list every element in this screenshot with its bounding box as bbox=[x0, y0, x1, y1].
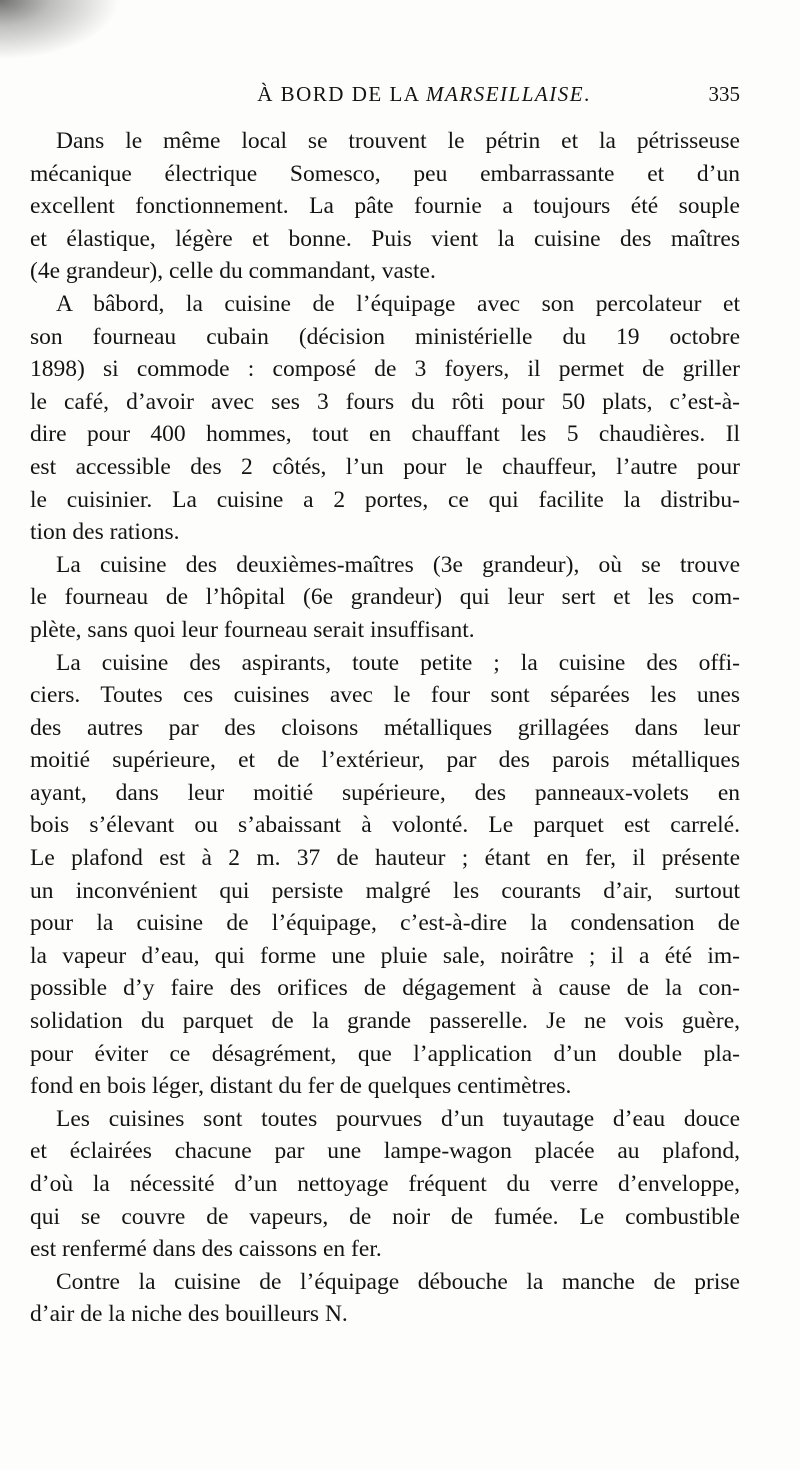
text-line: la vapeur d’eau, qui forme une pluie sale, noirâtre ; il a été im- bbox=[30, 942, 740, 969]
text-line: le café, d’avoir avec ses 3 fours du rôti pour 50 plats, c’est-à- bbox=[30, 388, 740, 415]
text-line: d’où la nécessité d’un nettoyage fréquent du verre d’enveloppe, bbox=[30, 1171, 740, 1197]
text-line: pour éviter ce désagrément, que l’application d’un double pla- bbox=[30, 1040, 740, 1067]
running-title bbox=[108, 82, 740, 107]
text-line: le fourneau de l’hôpital (6e grandeur) qui leur sert et les com- bbox=[30, 584, 740, 611]
text-line: tion des rations. bbox=[30, 519, 180, 546]
text-line: pour la cuisine de l’équipage, c’est-à-dire la condensation de bbox=[30, 910, 740, 937]
body-text bbox=[30, 125, 740, 1331]
text-line: fond en bois léger, distant du fer de quelques centimètres. bbox=[30, 1073, 572, 1100]
ship-name: MARSEILLAISE bbox=[426, 82, 585, 106]
scan-shadow bbox=[0, 0, 120, 60]
text-line: son fourneau cubain (décision ministérielle du 19 octobre bbox=[30, 323, 740, 350]
page-number: 335 bbox=[708, 82, 740, 106]
page-header bbox=[108, 82, 740, 116]
text-line: bois s’élevant ou s’abaissant à volonté. Le parquet est carrelé. bbox=[30, 812, 740, 839]
text-line: solidation du parquet de la grande passerelle. Je ne vois guère, bbox=[30, 1008, 740, 1035]
text-line: d’air de la niche des bouilleurs N. bbox=[30, 1301, 348, 1328]
text-line: le cuisinier. La cuisine a 2 portes, ce qui facilite la distribu- bbox=[30, 486, 740, 513]
text-line: possible d’y faire des orifices de dégagement à cause de la con- bbox=[30, 975, 740, 1002]
text-line: A bâbord, la cuisine de l’équipage avec son percolateur et bbox=[56, 290, 740, 317]
running-title-suffix: . bbox=[584, 82, 591, 106]
text-line: des autres par des cloisons métalliques grillagées dans leur bbox=[30, 714, 740, 741]
text-line: ayant, dans leur moitié supérieure, des panneaux-volets en bbox=[30, 779, 740, 806]
text-line: un inconvénient qui persiste malgré les courants d’air, surtout bbox=[30, 877, 740, 904]
text-line: 1898) si commode : composé de 3 foyers, il permet de griller bbox=[30, 356, 740, 383]
text-line: (4e grandeur), celle du commandant, vaste. bbox=[30, 258, 436, 285]
text-line: ciers. Toutes ces cuisines avec le four sont séparées les unes bbox=[30, 682, 740, 709]
text-line: Contre la cuisine de l’équipage débouche la manche de prise bbox=[56, 1268, 740, 1295]
running-title-prefix: À BORD DE LA bbox=[257, 82, 427, 106]
text-line: Le plafond est à 2 m. 37 de hauteur ; étant en fer, il présente bbox=[30, 845, 740, 872]
text-line: est accessible des 2 côtés, l’un pour le chauffeur, l’autre pour bbox=[30, 453, 740, 480]
text-line: et éclairées chacune par une lampe-wagon placée au plafond, bbox=[30, 1138, 740, 1165]
text-line: La cuisine des deuxièmes-maîtres (3e grandeur), où se trouve bbox=[56, 551, 740, 578]
text-line: plète, sans quoi leur fourneau serait insuffisant. bbox=[30, 616, 475, 643]
text-line: qui se couvre de vapeurs, de noir de fumée. Le combustible bbox=[30, 1203, 740, 1230]
text-line: et élastique, légère et bonne. Puis vient la cuisine des maîtres bbox=[30, 225, 740, 252]
text-line: excellent fonctionnement. La pâte fournie a toujours été souple bbox=[30, 193, 740, 220]
text-line: Les cuisines sont toutes pourvues d’un tuyautage d’eau douce bbox=[56, 1105, 740, 1132]
text-line: Dans le même local se trouvent le pétrin et la pétrisseuse bbox=[56, 128, 740, 154]
text-line: mécanique électrique Somesco, peu embarrassante et d’un bbox=[30, 160, 740, 187]
text-line: La cuisine des aspirants, toute petite ; la cuisine des offi- bbox=[56, 649, 740, 676]
text-line: moitié supérieure, et de l’extérieur, par des parois métalliques bbox=[30, 747, 740, 774]
text-line: est renfermé dans des caissons en fer. bbox=[30, 1236, 382, 1263]
text-line: dire pour 400 hommes, tout en chauffant les 5 chaudières. Il bbox=[30, 421, 740, 448]
